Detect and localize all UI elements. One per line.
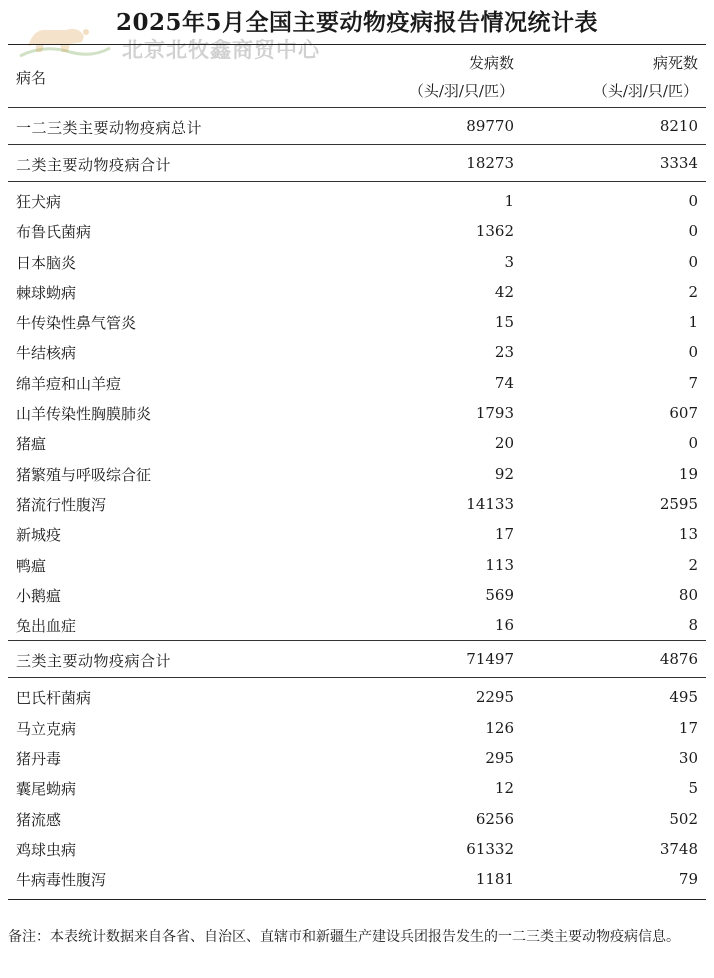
disease-name: 猪丹毒 [16, 750, 62, 769]
death-count: 13 [678, 525, 698, 544]
table-row [8, 247, 706, 277]
onset-count: 17 [494, 525, 514, 544]
table-row [8, 398, 706, 428]
onset-count: 42 [494, 282, 514, 301]
disease-name: 狂犬病 [16, 193, 62, 211]
class3-subtotal-row [8, 641, 706, 677]
onset-count: 2295 [475, 688, 514, 707]
table-row [8, 489, 706, 519]
disease-name: 布鲁氏菌病 [16, 223, 92, 242]
death-count: 7 [688, 373, 698, 392]
disease-name: 牛病毒性腹泻 [16, 871, 107, 890]
table-row [8, 216, 706, 246]
class3-subtotal-death: 4876 [659, 650, 698, 669]
death-count: 0 [688, 343, 698, 362]
disease-name: 新城疫 [16, 526, 62, 545]
onset-count: 1181 [475, 870, 514, 889]
onset-count: 92 [494, 464, 514, 483]
onset-count: 1793 [475, 404, 514, 423]
disease-name: 山羊传染性胸膜肺炎 [16, 405, 152, 424]
death-count: 0 [688, 192, 698, 210]
table-row [8, 550, 706, 580]
onset-count: 113 [485, 555, 514, 574]
death-count: 79 [678, 870, 698, 889]
death-count: 30 [678, 749, 698, 768]
disease-name: 牛结核病 [16, 344, 77, 363]
header-onset-unit: （头/羽/只/匹） [408, 82, 514, 100]
header-onset [334, 49, 514, 105]
death-count: 8 [688, 616, 698, 635]
table-row [8, 307, 706, 337]
class3-subtotal-onset: 71497 [466, 650, 514, 669]
table-row [8, 459, 706, 489]
class2-subtotal-row [8, 145, 706, 181]
disease-name: 猪流感 [16, 810, 62, 829]
statistics-table [8, 44, 706, 900]
onset-count: 14133 [466, 494, 514, 513]
header-death-label: 病死数 [652, 54, 698, 72]
onset-count: 23 [494, 343, 514, 362]
table-row [8, 337, 706, 367]
table-row [8, 773, 706, 803]
header-death [518, 49, 698, 105]
death-count: 2 [688, 282, 698, 301]
onset-count: 20 [494, 434, 514, 453]
onset-count: 126 [485, 718, 514, 737]
class2-subtotal-death: 3334 [659, 154, 698, 172]
disease-name: 鸡球虫病 [16, 840, 77, 859]
table-row [8, 804, 706, 834]
disease-name: 牛传染性鼻气管炎 [16, 314, 137, 333]
table-row [8, 834, 706, 864]
watermark-text: 北京北牧鑫商贸中心 [122, 38, 320, 62]
disease-name: 兔出血症 [16, 617, 77, 636]
table-header [8, 45, 706, 107]
header-disease-name: 病名 [16, 69, 47, 87]
death-count: 3748 [659, 839, 698, 858]
death-count: 0 [688, 222, 698, 241]
table-row [8, 368, 706, 398]
death-count: 80 [678, 585, 698, 604]
death-count: 502 [669, 809, 698, 828]
onset-count: 3 [504, 252, 514, 271]
death-count: 1 [688, 313, 698, 332]
death-count: 19 [678, 464, 698, 483]
disease-name: 小鹅瘟 [16, 586, 62, 605]
class3-subtotal-name: 三类主要动物疫病合计 [16, 652, 172, 671]
death-count: 2595 [659, 494, 698, 513]
death-count: 17 [678, 718, 698, 737]
onset-count: 6256 [475, 809, 514, 828]
disease-name: 猪流行性腹泻 [16, 495, 107, 514]
disease-name: 猪繁殖与呼吸综合征 [16, 465, 152, 484]
death-count: 5 [688, 779, 698, 798]
onset-count: 61332 [466, 839, 514, 858]
table-row [8, 610, 706, 640]
disease-name: 日本脑炎 [16, 253, 77, 272]
onset-count: 1 [504, 192, 514, 210]
disease-name: 棘球蚴病 [16, 283, 77, 302]
table-row [8, 864, 706, 894]
total-onset: 89770 [466, 117, 514, 135]
table-row [8, 519, 706, 549]
disease-name: 马立克病 [16, 719, 77, 738]
table-row [8, 580, 706, 610]
onset-count: 12 [494, 779, 514, 798]
total-name: 一二三类主要动物疫病总计 [16, 119, 203, 137]
table-row [8, 277, 706, 307]
table-row [8, 713, 706, 743]
death-count: 495 [669, 688, 698, 707]
disease-name: 猪瘟 [16, 435, 47, 454]
header-onset-label: 发病数 [468, 54, 514, 72]
total-row [8, 108, 706, 144]
onset-count: 16 [494, 616, 514, 635]
table-row [8, 682, 706, 712]
death-count: 2 [688, 555, 698, 574]
disease-name: 鸭瘟 [16, 556, 47, 575]
onset-count: 569 [485, 585, 514, 604]
onset-count: 74 [494, 373, 514, 392]
class2-subtotal-onset: 18273 [466, 154, 514, 172]
total-death: 8210 [659, 117, 698, 135]
onset-count: 15 [494, 313, 514, 332]
footnote: 备注：本表统计数据来自各省、自治区、直辖市和新疆生产建设兵团报告发生的一二三类主要动物疫病信息。 [8, 929, 680, 945]
table-row [8, 186, 706, 216]
table-row [8, 428, 706, 458]
onset-count: 1362 [475, 222, 514, 241]
death-count: 0 [688, 434, 698, 453]
death-count: 607 [669, 404, 698, 423]
disease-name: 绵羊痘和山羊痘 [16, 374, 122, 393]
header-death-unit: （头/羽/只/匹） [592, 82, 698, 100]
onset-count: 295 [485, 749, 514, 768]
death-count: 0 [688, 252, 698, 271]
table-row [8, 743, 706, 773]
disease-name: 巴氏杆菌病 [16, 689, 92, 708]
class2-subtotal-name: 二类主要动物疫病合计 [16, 156, 172, 174]
disease-name: 囊尾蚴病 [16, 780, 77, 799]
page-title: 2025年5月全国主要动物疫病报告情况统计表 [115, 9, 599, 36]
